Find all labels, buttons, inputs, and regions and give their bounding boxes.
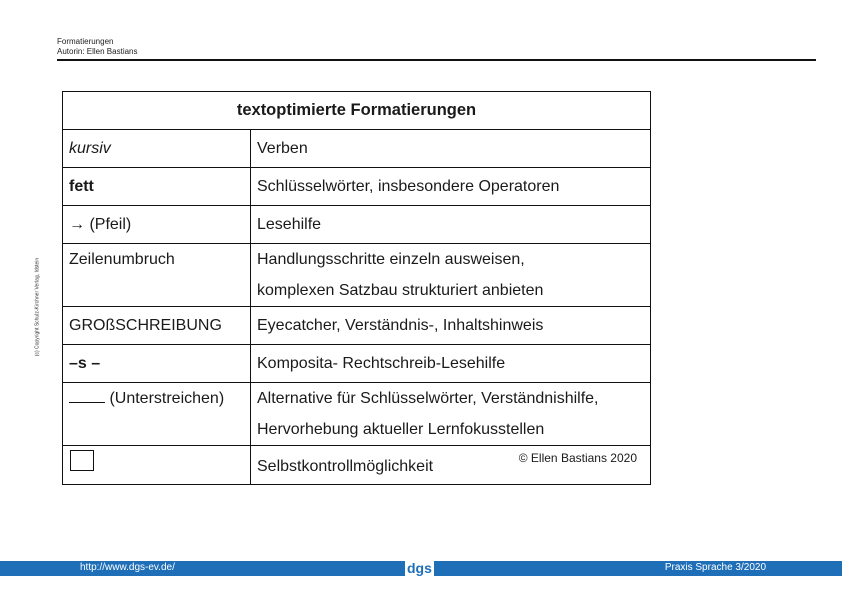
row-format: [63, 383, 251, 446]
row-purpose: [251, 446, 651, 485]
row-format: kursiv: [63, 130, 251, 168]
dgs-logo: dgs: [407, 560, 432, 576]
row-purpose-text: Selbstkontrollmöglichkeit: [257, 458, 434, 475]
table-row: [63, 168, 651, 206]
table-row: [63, 206, 651, 244]
row-purpose-line: komplexen Satzbau strukturiert anbieten: [257, 282, 544, 299]
page-header: [57, 37, 138, 57]
row-purpose: [251, 244, 651, 307]
row-format: Zeilenumbruch: [63, 244, 251, 307]
row-purpose-line: Alternative für Schlüsselwörter, Verständnishilfe,: [257, 390, 599, 407]
row-format: –s –: [63, 345, 251, 383]
row-format: [63, 446, 251, 485]
page-footer: [0, 561, 842, 576]
header-divider: [57, 59, 816, 61]
table-copyright: © Ellen Bastians 2020: [518, 451, 637, 465]
row-purpose-line: Handlungsschritte einzeln ausweisen,: [257, 251, 525, 268]
footer-issue: Praxis Sprache 3/2020: [664, 562, 766, 573]
row-format: fett: [63, 168, 251, 206]
row-purpose: [251, 383, 651, 446]
table-heading-row: [63, 92, 651, 130]
underline-sample: [69, 388, 105, 403]
row-purpose: Lesehilfe: [251, 206, 651, 244]
formatting-table: [62, 91, 651, 485]
row-format: → (Pfeil): [63, 206, 251, 244]
table-row: [63, 383, 651, 446]
table-row: [63, 130, 651, 168]
row-format: GROßSCHREIBUNG: [63, 307, 251, 345]
checkbox-icon: [70, 450, 94, 471]
row-purpose-line: Hervorhebung aktueller Lernfokusstellen: [257, 421, 545, 438]
header-author: Autorin: Ellen Bastians: [57, 47, 138, 56]
table-row: [63, 345, 651, 383]
row-purpose: Komposita- Rechtschreib-Lesehilfe: [251, 345, 651, 383]
sidebar-copyright: [35, 236, 41, 381]
table-row: [63, 307, 651, 345]
row-purpose: Schlüsselwörter, insbesondere Operatoren: [251, 168, 651, 206]
table-row: [63, 244, 651, 307]
sidebar-copyright-text: (c) Copyright Schulz-Kirchner Verlag, Idstein: [34, 257, 41, 357]
table-row: [63, 446, 651, 485]
row-purpose: Verben: [251, 130, 651, 168]
footer-url[interactable]: http://www.dgs-ev.de/: [80, 562, 175, 573]
header-title: Formatierungen: [57, 37, 114, 46]
table-heading: textoptimierte Formatierungen: [63, 92, 651, 130]
row-purpose: Eyecatcher, Verständnis-, Inhaltshinweis: [251, 307, 651, 345]
row-format-label: (Unterstreichen): [109, 390, 225, 407]
